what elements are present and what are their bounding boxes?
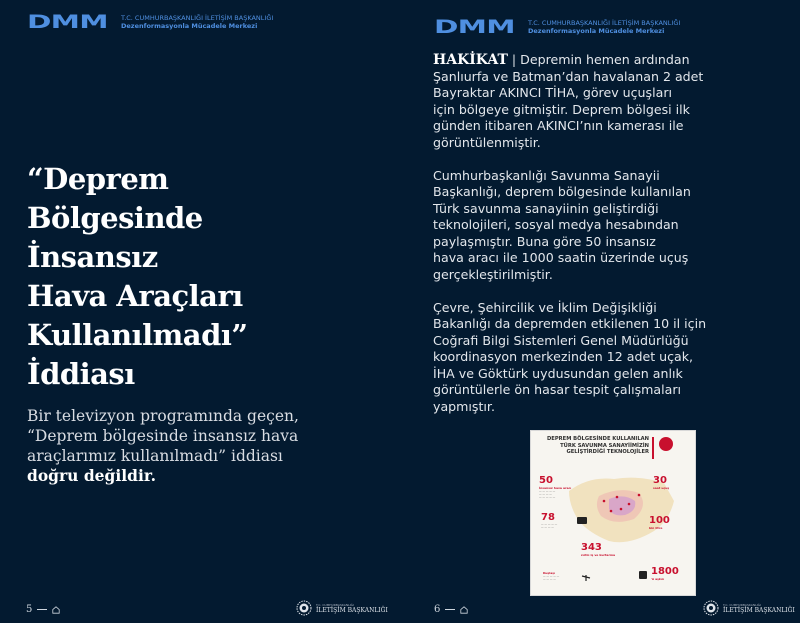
- stat-label: saat uçuş: [653, 486, 670, 490]
- claim-title: [27, 160, 248, 394]
- stat-number: 30: [653, 475, 667, 486]
- screen-icon: [639, 571, 647, 579]
- lead-line: Bir televizyon programında geçen,: [27, 407, 299, 425]
- stat-label: zırhlı iş ve kurtarma: [581, 553, 616, 557]
- emblem-icon: [703, 600, 719, 616]
- paragraph-line: İHA ve Göktürk uydusundan gelen anlık: [433, 365, 683, 381]
- stat-liters: [649, 516, 670, 530]
- lead-line: araçlarımız kullanılmadı” iddiası: [27, 447, 283, 465]
- stat-number: 343: [581, 542, 602, 553]
- paragraph-line: için bölgeye gitmiştir. Deprem bölgesi ilk: [433, 101, 690, 117]
- title-line: İddiası: [27, 357, 135, 391]
- stat-1800: [651, 567, 679, 581]
- org-small-text: T.C. CUMHURBAŞKANLIĞI: [316, 603, 354, 607]
- stat-78: [541, 513, 575, 529]
- stat-kuslasi: [543, 571, 577, 581]
- defense-tech-infographic[interactable]: [530, 430, 696, 596]
- ssb-seal-icon: [659, 437, 673, 451]
- paragraph-line: yapmıştır.: [433, 398, 495, 414]
- org-name: İLETİŞİM BAŞKANLIĞI: [316, 607, 388, 614]
- paragraph-ssb: [433, 168, 783, 284]
- brand-line2: Dezenformasyonla Mücadele Merkezi: [528, 27, 665, 35]
- home-icon[interactable]: [52, 606, 60, 614]
- page-number: 6: [434, 604, 441, 615]
- drone-icon: [581, 573, 591, 583]
- org-footer-logo: [296, 600, 388, 616]
- red-accent-bar: [652, 437, 654, 459]
- verdict-text: doğru değildir.: [27, 466, 157, 485]
- infographic-title-line: GELİŞTİRDİĞİ TEKNOLOJİLER: [566, 449, 649, 455]
- dmm-brand-header: [27, 10, 274, 33]
- title-line: “Deprem: [27, 162, 169, 196]
- org-name: İLETİŞİM BAŞKANLIĞI: [723, 607, 795, 614]
- title-line: Hava Araçları: [27, 279, 243, 313]
- stat-label: 'ü aşkın: [651, 577, 665, 581]
- paragraph-line: Çevre, Şehircilik ve İklim Değişikliği: [433, 299, 657, 315]
- title-line: Kullanılmadı”: [27, 318, 248, 352]
- stat-desc: — — — — — — — — —: [543, 575, 560, 582]
- paragraph-line: Başkanlığı, deprem bölgesinde kullanılan: [433, 184, 691, 199]
- stat-flight-hours: [653, 476, 669, 490]
- right-page: [400, 0, 800, 623]
- paragraph-line: görüntülenmiştir.: [433, 134, 541, 150]
- stat-uav-count: [539, 476, 573, 500]
- org-small-text: T.C. CUMHURBAŞKANLIĞI: [723, 603, 761, 607]
- page-footer-nav: [26, 604, 60, 615]
- paragraph-line: günden itibaren AKINCI’nın kamerası ile: [433, 118, 684, 133]
- paragraph-line: Türk savunma sanayiinin geliştirdiği: [433, 200, 659, 216]
- stat-number: 78: [541, 512, 555, 523]
- stat-label: İnsansız hava aracı: [539, 486, 572, 490]
- claim-summary: [27, 406, 367, 486]
- paragraph-line: Bayraktar AKINCI TİHA, görev uçuşları: [433, 85, 672, 100]
- paragraph-ministry: [433, 300, 783, 416]
- hakikat-label: HAKİKAT: [433, 52, 508, 68]
- stat-label: bin litre: [649, 526, 663, 530]
- paragraph-line: Şanlıurfa ve Batman’dan havalanan 2 adet: [433, 68, 704, 84]
- dmm-logo: DMM: [27, 10, 108, 33]
- paragraph-line: Bakanlığı da depremden etkilenen 10 il için: [433, 316, 707, 331]
- device-icon: [577, 517, 587, 524]
- paragraph-line: teknolojileri, sosyal medya hesabından: [433, 217, 679, 232]
- emblem-icon: [296, 600, 312, 616]
- paragraph-line: gerçekleştirilmiştir.: [433, 266, 553, 282]
- stat-label: Kuşlaşı: [543, 571, 556, 575]
- org-text: [723, 602, 795, 614]
- infographic-title-line: TÜRK SAVUNMA SANAYİİMİZİN: [560, 442, 649, 449]
- paragraph-line: koordinasyon merkezinden 12 adet uçak,: [433, 349, 694, 364]
- paragraph-line: hava aracı ile 1000 saatin üzerinde uçuş: [433, 250, 689, 265]
- org-text: [316, 602, 388, 614]
- page-footer-nav: [434, 604, 468, 615]
- paragraph-line: paylaşmıştır. Buna göre 50 insansız: [433, 233, 656, 249]
- dash-divider: [37, 609, 47, 610]
- dash-divider: [445, 609, 455, 610]
- paragraph-hakikat: [433, 52, 783, 151]
- stat-number: 1800: [651, 566, 679, 577]
- org-footer-logo: [703, 600, 795, 616]
- home-icon[interactable]: [460, 606, 468, 614]
- fact-check-body: [433, 52, 783, 432]
- stat-number: 100: [649, 515, 670, 526]
- dmm-brand-header: [434, 15, 681, 38]
- dmm-logo: DMM: [434, 15, 515, 38]
- paragraph-line: Cumhurbaşkanlığı Savunma Sanayii: [433, 167, 660, 183]
- paragraph-line: [433, 52, 783, 69]
- hakikat-first-line: | Depremin hemen ardından: [507, 52, 690, 67]
- stat-desc: — — — — — — — — — — — — — —: [539, 490, 556, 500]
- stat-number: 50: [539, 475, 553, 486]
- page-number: 5: [26, 604, 33, 615]
- brand-line1: T.C. CUMHURBAŞKANLIĞI İLETİŞİM BAŞKANLIĞI: [121, 14, 274, 22]
- paragraph-line: görüntülerle ön hasar tespit çalışmaları: [433, 382, 682, 397]
- title-line: Bölgesinde: [27, 201, 203, 235]
- stat-armored: [581, 543, 615, 557]
- lead-line: “Deprem bölgesinde insansız hava: [27, 427, 299, 445]
- brand-line2: Dezenformasyonla Mücadele Merkezi: [121, 22, 258, 30]
- title-line: İnsansız: [27, 240, 158, 274]
- brand-line1: T.C. CUMHURBAŞKANLIĞI İLETİŞİM BAŞKANLIĞI: [528, 19, 681, 27]
- stat-desc: — — — — — — — — —: [541, 523, 558, 530]
- paragraph-line: Coğrafi Bilgi Sistemleri Genel Müdürlüğü: [433, 332, 689, 348]
- infographic-title-line: DEPREM BÖLGESİNDE KULLANILAN: [547, 436, 649, 442]
- infographic-title: [539, 436, 649, 456]
